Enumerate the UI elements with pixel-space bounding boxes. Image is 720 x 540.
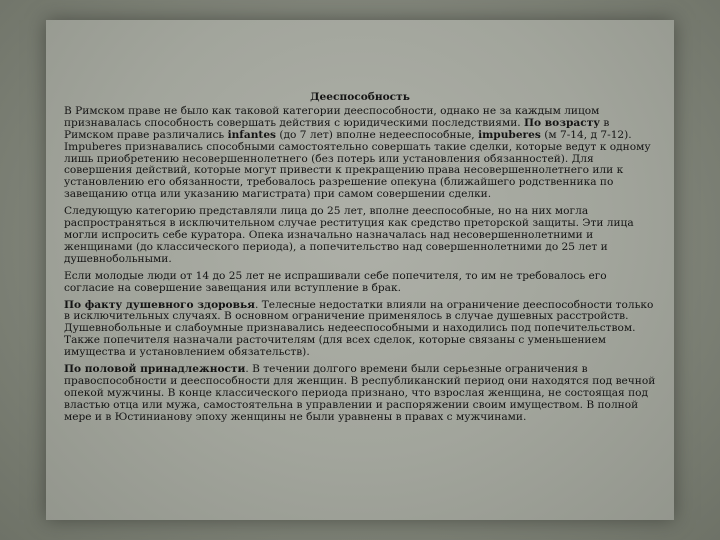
document-title: Дееспособность [310,91,410,103]
term-infantes: infantes [227,128,277,141]
heading-age: По возрасту [524,116,601,129]
document-body [64,92,656,429]
paragraph-guardian-consent: Если молодые люди от 14 до 25 лет не испрашивали себе попечителя, то им не требовалось его согласие на совершение завещания или вступление в брак. [64,269,607,294]
paragraph-gender: По половой принадлежности. В течении долгого времени были серьезные ограничения в правоспособности и дееспособности для женщин. В республиканский период они находятся под вечной опекой мужчины. В конце классического периода признано, что взрослая женщина, не состоящая под властью отца или мужа, самостоятельна в управлении и распоряжении своим имуществом. В полной мере и в Юстинианову эпоху женщины не были уравнены в правах с мужчинами. [64,363,656,423]
paragraph-under-25: Следующую категорию представляли лица до 25 лет, вполне дееспособные, но на них могла распространяться в исключительном случае реституция как средство преторской защиты. Эти лица могли испросить себе куратора. Опека изначально назначалась над несовершеннолетними и женщинами (до классического периода), а попечительство над совершеннолетними до 25 лет и душевнобольными. [64,205,634,265]
paragraph-age: В Римском праве не было как таковой категории дееспособности, однако не за каждым лицом признавалась способность совершать действия с юридическими последствиями. По возрасту в Римском праве различались infantes (до 7 лет) вполне недееспособные, impuberes (м 7-14, д 7-12). Impuberes признавались способными самостоятельно совершать такие сделки, которые ведут к одному лишь приобретению несовершеннолетнего (без потерь или установления обязанностей). Для совершения действий, которые могут привести к прекращению права несовершеннолетнего или к установлению его обязанности, требовалось разрешение опекуна (ближайшего родственника по завещанию отца или указанию магистрата) при самом совершении сделки. [64,104,651,201]
heading-mental-health: По факту душевного здоровья [64,298,255,311]
paragraph-mental-health: По факту душевного здоровья. Телесные недостатки влияли на ограничение дееспособности только в исключительных случаях. В основном ограничение применялось в случае душевных расстройств. Душевнобольные и слабоумные признавались недееспособными и находились под попечительством. Также попечителя назначали расточителям (для всех сделок, которые связаны с уменьшением имущества и установлением обязательств). [64,298,654,359]
term-impuberes: impuberes [478,128,541,141]
heading-gender: По половой принадлежности [64,363,246,376]
